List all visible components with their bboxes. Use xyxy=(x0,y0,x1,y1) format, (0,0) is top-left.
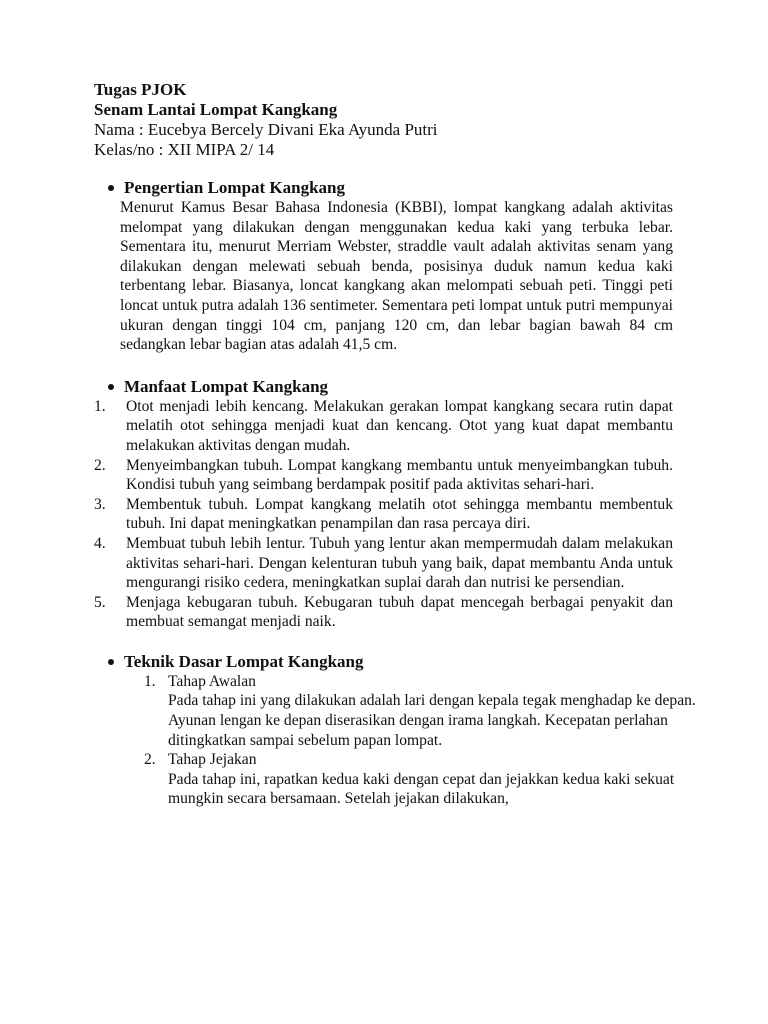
student-name: Nama : Eucebya Bercely Divani Eka Ayunda Putri xyxy=(94,120,438,139)
document-subtitle: Senam Lantai Lompat Kangkang xyxy=(94,100,338,119)
list-text: Menjaga kebugaran tubuh. Kebugaran tubuh dapat mencegah berbagai penyakit dan membuat semangat menjadi naik. xyxy=(126,593,673,631)
list-text: Membentuk tubuh. Lompat kangkang melatih otot sehingga membantu membentuk tubuh. Ini dapat meningkatkan penampilan dan rasa percaya diri. xyxy=(126,495,673,533)
list-item xyxy=(94,593,673,632)
list-item xyxy=(94,456,673,495)
list-text: Otot menjadi lebih kencang. Melakukan gerakan lompat kangkang secara rutin dapat melatih otot sehingga menjadi kuat dan kencang. Otot yang kuat dapat membantu melakukan aktivitas dengan mudah. xyxy=(126,397,673,454)
heading-text: Pengertian Lompat Kangkang xyxy=(124,178,346,197)
list-text: Menyeimbangkan tubuh. Lompat kangkang membantu untuk menyeimbangkan tubuh. Kondisi tubuh yang seimbang berdampak positif pada aktivitas sehari-hari. xyxy=(126,456,673,494)
heading-text: Manfaat Lompat Kangkang xyxy=(124,376,329,396)
list-item-text: Pada tahap ini, rapatkan kedua kaki dengan cepat dan jejakkan kedua kaki sekuat mungkin secara bersamaan. Setelah jejakan dilakukan, xyxy=(168,770,675,808)
bullet-icon xyxy=(108,384,114,390)
list-item-title: Tahap Jejakan xyxy=(168,751,257,769)
section-heading xyxy=(94,652,674,672)
list-item xyxy=(94,534,673,593)
list-number: 1. xyxy=(94,397,106,415)
section-manfaat xyxy=(94,377,674,632)
list-number: 2. xyxy=(94,456,106,474)
list-item xyxy=(94,397,673,456)
list-item-title: Tahap Awalan xyxy=(168,672,256,690)
document-header xyxy=(94,80,674,160)
section-teknik xyxy=(94,651,696,809)
list-number: 1. xyxy=(144,672,156,690)
list-item xyxy=(94,672,668,692)
list-text: Membuat tubuh lebih lentur. Tubuh yang lentur akan mempermudah dalam melakukan aktivitas sehari-hari. Dengan kelenturan tubuh yang baik, dapat membantu Anda untuk mengurangi risiko cedera, meningkatkan suplai darah dan nutrisi ke persendian. xyxy=(126,534,673,592)
document-title: Tugas PJOK xyxy=(94,80,187,99)
section-heading xyxy=(94,377,674,397)
heading-text: Teknik Dasar Lompat Kangkang xyxy=(124,651,364,671)
list-number: 3. xyxy=(94,495,106,513)
bullet-icon xyxy=(108,185,114,191)
list-number: 4. xyxy=(94,534,106,552)
section-heading xyxy=(94,178,674,198)
list-item xyxy=(94,495,673,534)
pengertian-paragraph: Menurut Kamus Besar Bahasa Indonesia (KBBI), lompat kangkang adalah aktivitas melompat yang dilakukan dengan menggunakan kedua kaki yang terbuka lebar. Sementara itu, menurut Merriam Webster, straddle vault adalah aktivitas senam yang dilakukan dengan melewati sebuah benda, posisinya duduk namun kedua kaki terbentang lebar. Biasanya, loncat kangkang akan melompati sebuah peti. Tinggi peti loncat untuk putra adalah 136 sentimeter. Sementara peti lompat untuk putri mempunyai ukuran dengan tinggi 104 cm, panjang 120 cm, dan lebar bagian bawah 84 cm sedangkan lebar bagian atas adalah 41,5 cm. xyxy=(120,199,673,354)
list-item-text: Pada tahap ini yang dilakukan adalah lari dengan kepala tegak menghadap ke depan. Ayunan lengan ke depan diserasikan dengan irama langkah. Kecepatan perlahan ditingkatkan sampai sebelum papan lompat. xyxy=(168,692,696,749)
list-item xyxy=(94,750,668,770)
manfaat-list xyxy=(94,397,674,632)
student-class: Kelas/no : XII MIPA 2/ 14 xyxy=(94,140,275,159)
list-number: 5. xyxy=(94,593,106,611)
section-pengertian xyxy=(94,178,674,355)
bullet-icon xyxy=(108,659,114,665)
list-number: 2. xyxy=(144,751,156,769)
teknik-list xyxy=(94,672,696,809)
